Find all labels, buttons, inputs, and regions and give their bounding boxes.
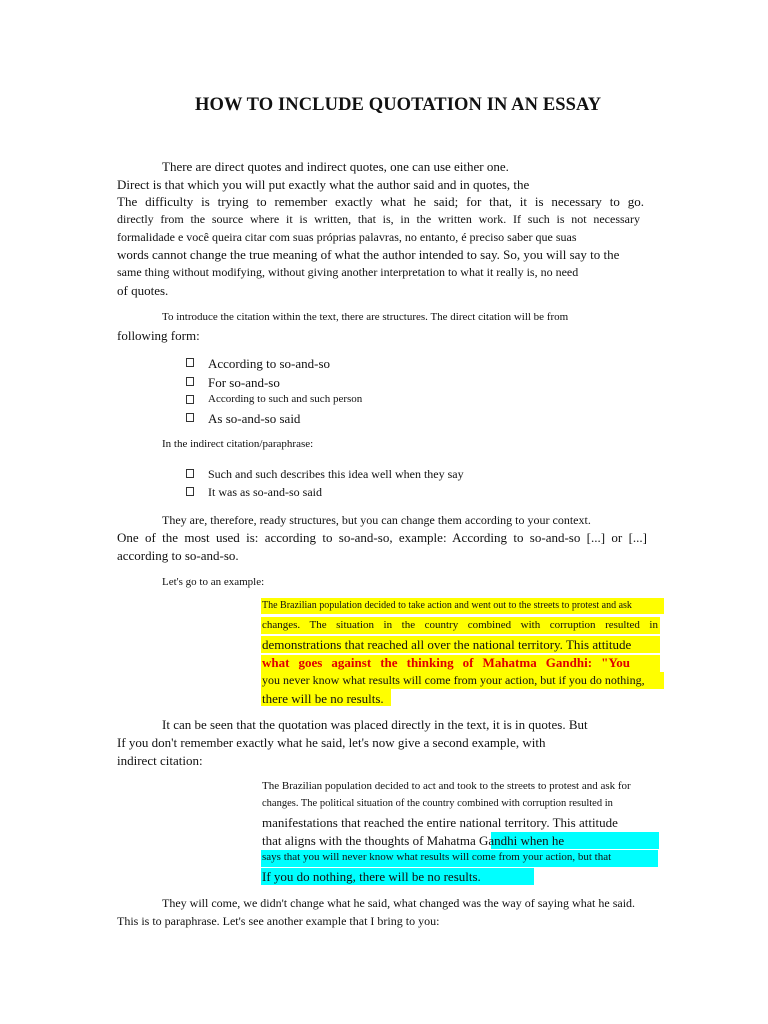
para1-line6: words cannot change the true meaning of what the author intended to say. So, you will say to the <box>117 247 620 262</box>
checkbox-glyph-icon <box>186 377 194 389</box>
para1-line2: Direct is that which you will put exactly what the author said and in quotes, the <box>117 177 530 192</box>
quote2-line5: says that you will never know what results will come from your action, but that <box>262 851 612 863</box>
para1-line4: directly from the source where it is written, that is, in the written work. If such is not necessary <box>117 212 640 226</box>
para1-line7: same thing without modifying, without giving another interpretation to what it really is, no need <box>117 265 579 279</box>
list-item: It was as so-and-so said <box>208 485 322 499</box>
para4-line1: It can be seen that the quotation was placed directly in the text, it is in quotes. But <box>162 717 588 732</box>
quote1-line6: there will be no results. <box>262 691 384 706</box>
quote2-line4-start: that aligns with the thoughts of Mahatma <box>262 833 479 848</box>
quote2-line4 <box>262 834 564 847</box>
checkbox-glyph-icon <box>186 469 194 481</box>
quote2-line2: changes. The political situation of the country combined with corruption resulted in <box>262 798 613 809</box>
para4-line2: If you don't remember exactly what he said, let's now give a second example, with <box>117 735 546 750</box>
page-title: HOW TO INCLUDE QUOTATION IN AN ESSAY <box>195 95 602 115</box>
para3-line1: They are, therefore, ready structures, but you can change them according to your context. <box>162 513 591 527</box>
para4-line3: indirect citation: <box>117 753 203 768</box>
quote1-line3: demonstrations that reached all over the national territory. This attitude <box>262 637 632 652</box>
para3-line3: according to so-and-so. <box>117 548 239 563</box>
quote1-line2: changes. The situation in the country combined with corruption resulted in <box>262 619 658 631</box>
para2-line2: following form: <box>117 328 200 343</box>
quote2-line3: manifestations that reached the entire national territory. This attitude <box>262 815 618 830</box>
para1-line8: of quotes. <box>117 283 169 298</box>
checkbox-glyph-icon <box>186 487 194 499</box>
quote2-line6: If you do nothing, there will be no results. <box>262 869 481 884</box>
para1-line3: The difficulty is trying to remember exactly what he said; for that, it is necessary to go. <box>117 194 644 209</box>
para5-line2: This is to paraphrase. Let's see another example that I bring to you: <box>117 914 440 928</box>
para5-line1: They will come, we didn't change what he said, what changed was the way of saying what he said. <box>162 896 636 910</box>
list-item: Such and such describes this idea well when they say <box>208 467 464 481</box>
para3-line2: One of the most used is: according to so-and-so, example: According to so-and-so [...] or [...] <box>117 530 647 545</box>
example-intro: Let's go to an example: <box>162 576 265 588</box>
indirect-heading: In the indirect citation/paraphrase: <box>162 438 314 450</box>
quote1-line1: The Brazilian population decided to take action and went out to the streets to protest and ask <box>262 600 632 611</box>
quote2-line1: The Brazilian population decided to act and took to the streets to protest and ask for <box>262 780 631 792</box>
list-item: According to so-and-so <box>208 356 331 371</box>
para1-line1: There are direct quotes and indirect quotes, one can use either one. <box>162 159 509 174</box>
list-item: According to such and such person <box>208 393 363 405</box>
quote2-line4-highlighted: Gandhi when he <box>479 833 565 848</box>
list-item: As so-and-so said <box>208 411 301 426</box>
checkbox-glyph-icon <box>186 395 194 407</box>
para2-line1: To introduce the citation within the text, there are structures. The direct citation will be from <box>162 311 569 323</box>
list-item: For so-and-so <box>208 375 280 390</box>
para1-line5: formalidade e você queira citar com suas próprias palavras, no entanto, é preciso saber que suas <box>117 230 577 244</box>
quote1-line5: you never know what results will come from your action, but if you do nothing, <box>262 673 645 687</box>
quote1-line4: what goes against the thinking of Mahatma Gandhi: "You <box>262 655 630 670</box>
checkbox-glyph-icon <box>186 413 194 425</box>
checkbox-glyph-icon <box>186 358 194 370</box>
